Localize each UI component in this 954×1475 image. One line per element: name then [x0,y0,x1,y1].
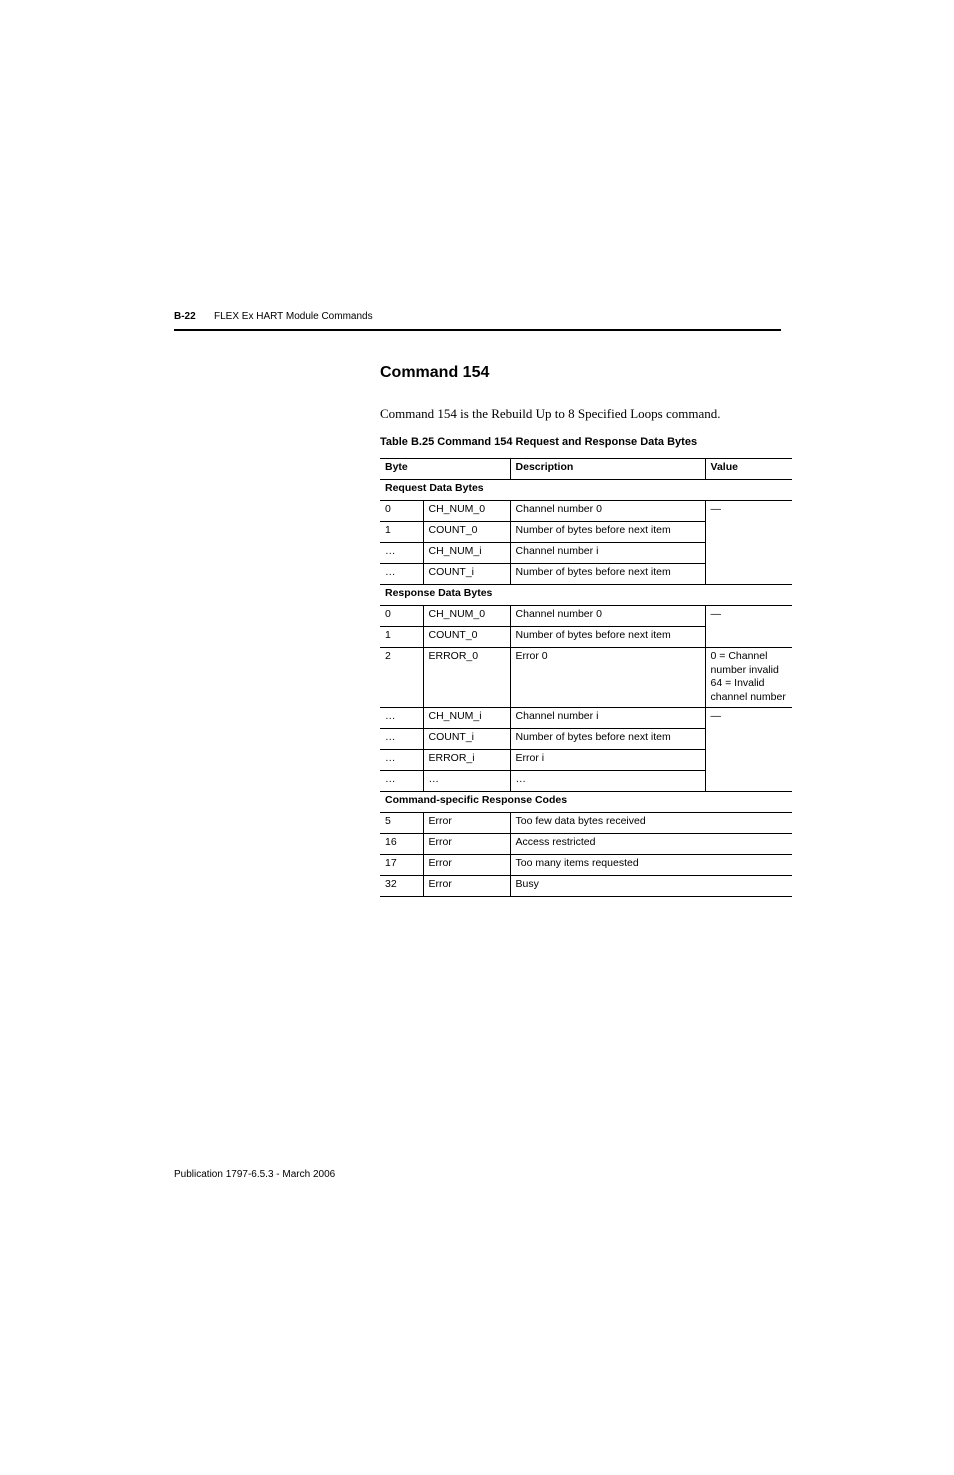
table-row [380,501,792,522]
value-line: 0 = Channel [710,650,768,662]
cell-name: CH_NUM_i [423,708,510,729]
cell-name: CH_NUM_0 [423,606,510,627]
cell-byte: 0 [380,501,423,522]
cell-byte: … [380,729,423,750]
cell-byte: … [380,708,423,729]
cell-name: CH_NUM_i [423,543,510,564]
cell-type: Error [423,876,510,897]
command-table [380,458,792,897]
cell-desc: Error i [510,750,705,771]
codes-label: Command-specific Response Codes [380,792,792,813]
response-label: Response Data Bytes [380,585,792,606]
cell-name: COUNT_i [423,564,510,585]
cell-desc: Channel number 0 [510,606,705,627]
page-number: B-22 [174,311,196,322]
cell-name: ERROR_i [423,750,510,771]
cell-byte: 0 [380,606,423,627]
publication-footer: Publication 1797-6.5.3 - March 2006 [174,1169,336,1180]
value-line: 64 = Invalid [710,677,765,689]
cell-name: … [423,771,510,792]
cell-name: COUNT_0 [423,627,510,648]
cell-desc: Number of bytes before next item [510,522,705,543]
cell-desc: Too many items requested [510,855,792,876]
cell-name: CH_NUM_0 [423,501,510,522]
cell-value-error [705,648,792,708]
table-row [380,834,792,855]
section-row-response [380,585,792,606]
value-line: number invalid [710,663,779,676]
cell-desc: Channel number 0 [510,501,705,522]
cell-desc: Access restricted [510,834,792,855]
cell-type: Error [423,834,510,855]
cell-byte: 2 [380,648,423,708]
table-row [380,855,792,876]
chapter-title: FLEX Ex HART Module Commands [214,311,373,322]
running-header [174,311,781,329]
section-row-codes [380,792,792,813]
request-label: Request Data Bytes [380,480,792,501]
table-row-error [380,648,792,708]
table-row [380,606,792,627]
header-value: Value [705,459,792,480]
cell-byte: … [380,543,423,564]
intro-paragraph: Command 154 is the Rebuild Up to 8 Specified Loops command. [380,406,721,421]
cell-byte: … [380,564,423,585]
cell-value: — [705,708,792,792]
table-header-row [380,459,792,480]
section-row-request [380,480,792,501]
cell-byte: 1 [380,627,423,648]
value-line: channel number [710,690,786,703]
cell-desc: Too few data bytes received [510,813,792,834]
cell-desc: Number of bytes before next item [510,564,705,585]
cell-value: — [705,606,792,648]
cell-desc: Channel number i [510,708,705,729]
cell-code: 17 [380,855,423,876]
cell-desc: … [510,771,705,792]
cell-code: 32 [380,876,423,897]
cell-byte: … [380,771,423,792]
cell-type: Error [423,813,510,834]
cell-byte: 1 [380,522,423,543]
table-caption: Table B.25 Command 154 Request and Response Data Bytes [380,436,698,448]
cell-byte: … [380,750,423,771]
table-row [380,876,792,897]
cell-code: 5 [380,813,423,834]
cell-desc: Error 0 [510,648,705,708]
header-rule [174,329,781,331]
cell-name: ERROR_0 [423,648,510,708]
cell-code: 16 [380,834,423,855]
header-byte: Byte [380,459,510,480]
table-row [380,708,792,729]
table-row [380,813,792,834]
cell-name: COUNT_0 [423,522,510,543]
header-description: Description [510,459,705,480]
cell-value: — [705,501,792,585]
cell-desc: Number of bytes before next item [510,627,705,648]
cell-type: Error [423,855,510,876]
cell-desc: Number of bytes before next item [510,729,705,750]
cell-desc: Busy [510,876,792,897]
cell-desc: Channel number i [510,543,705,564]
section-title: Command 154 [380,364,490,381]
cell-name: COUNT_i [423,729,510,750]
